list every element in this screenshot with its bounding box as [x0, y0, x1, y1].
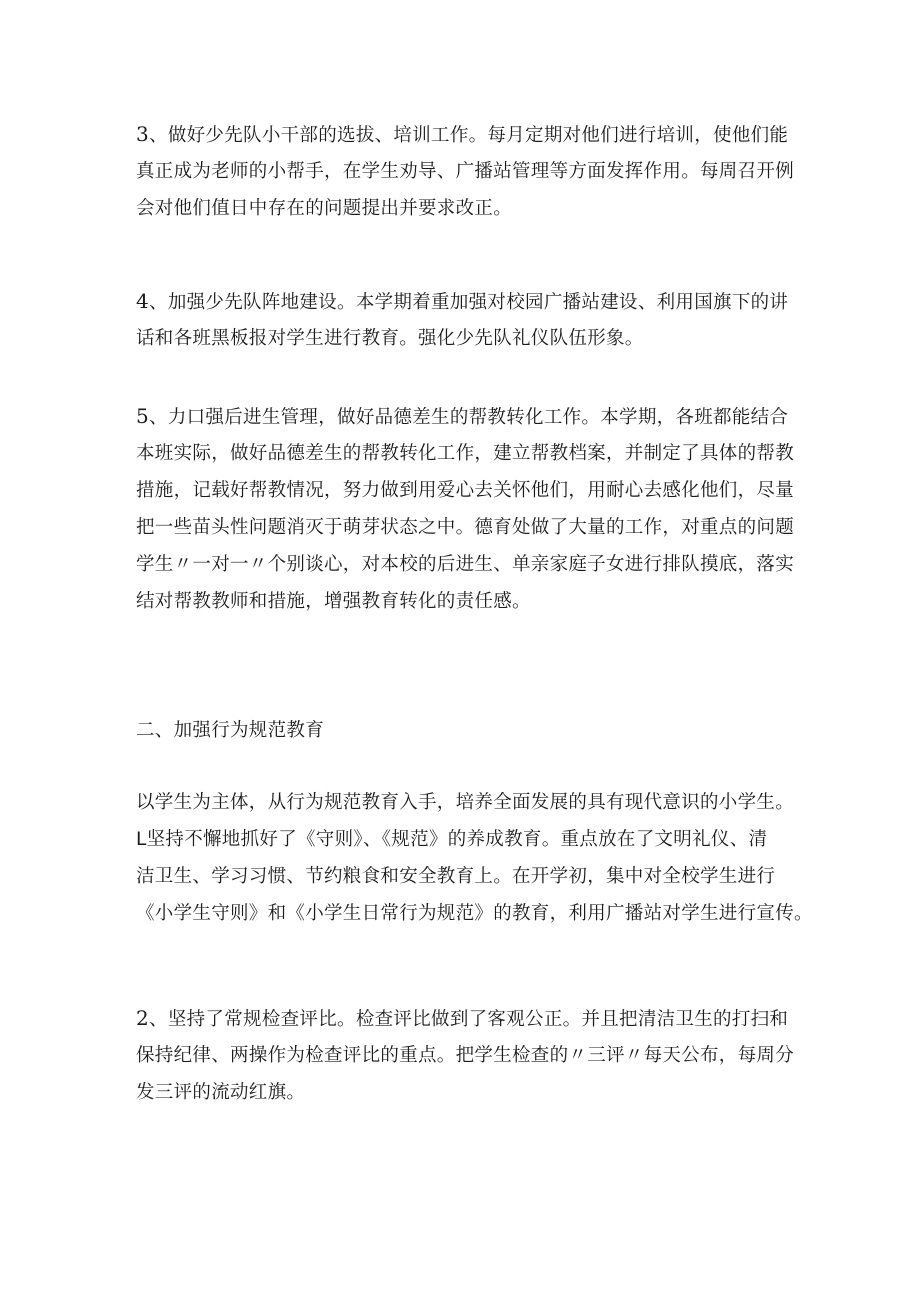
item-number: 2 [136, 1006, 150, 1030]
text-line: L坚持不懈地抓好了《守则》、《规范》的养成教育。重点放在了文明礼仪、清 [136, 829, 768, 850]
text-line: 发三评的流动红旗。 [136, 1082, 306, 1103]
text-line: 话和各班黑板报对学生进行教育。强化少先队礼仪队伍形象。 [136, 328, 644, 349]
text-line: 保持纪律、两操作为检查评比的重点。把学生检查的〃三评〃每天公布，每周分 [136, 1045, 795, 1066]
section-heading [136, 712, 324, 749]
item-number: 4 [136, 289, 150, 313]
text-line: 结对帮教教师和措施，增强教育转化的责任感。 [136, 591, 531, 612]
paragraph-item-3 [136, 116, 794, 227]
text-line: 以学生为主体，从行为规范教育入手，培养全面发展的具有现代意识的小学生。 [136, 792, 795, 813]
text-line: 学生〃一对一〃个别谈心，对本校的后进生、单亲家庭子女进行排队摸底，落实 [136, 554, 795, 575]
text-line: 2、坚持了常规检查评比。检查评比做到了客观公正。并且把清洁卫生的打扫和 [136, 1006, 789, 1030]
item-number: 5 [136, 404, 150, 428]
text-line: 真正成为老师的小帮手，在学生劝导、广播站管理等方面发挥作用。每周召开例 [136, 161, 795, 182]
text-line: 把一些苗头性问题消灭于萌芽状态之中。德育处做了大量的工作，对重点的问题 [136, 517, 795, 538]
text-line: 4、加强少先队阵地建设。本学期着重加强对校园广播站建设、利用国旗下的讲 [136, 289, 789, 313]
paragraph-item-2 [136, 1000, 794, 1111]
paragraph-item-4 [136, 283, 788, 357]
text-line: 《小学生守则》和《小学生日常行为规范》的教育，利用广播站对学生进行宣传。 [136, 903, 813, 924]
heading-text: 二、加强行为规范教育 [136, 720, 325, 741]
text-line: 洁卫生、学习习惯、节约粮食和安全教育上。在开学初，集中对全校学生进行 [136, 866, 776, 887]
text-line: 5、力口强后进生管理，做好品德差生的帮教转化工作。本学期，各班都能结合 [136, 404, 789, 428]
text-line: 3、做好少先队小干部的选拔、培训工作。每月定期对他们进行培训，使他们能 [136, 122, 789, 146]
text-line: 本班实际，做好品德差生的帮教转化工作，建立帮教档案，并制定了具体的帮教 [136, 443, 795, 464]
item-number: 3 [136, 122, 150, 146]
text-line: 措施，记载好帮教情况，努力做到用爱心去关怀他们，用耐心去感化他们，尽量 [136, 480, 795, 501]
paragraph-intro [136, 784, 813, 932]
text-line: 会对他们值日中存在的问题提出并要求改正。 [136, 198, 513, 219]
paragraph-item-5 [136, 398, 794, 620]
